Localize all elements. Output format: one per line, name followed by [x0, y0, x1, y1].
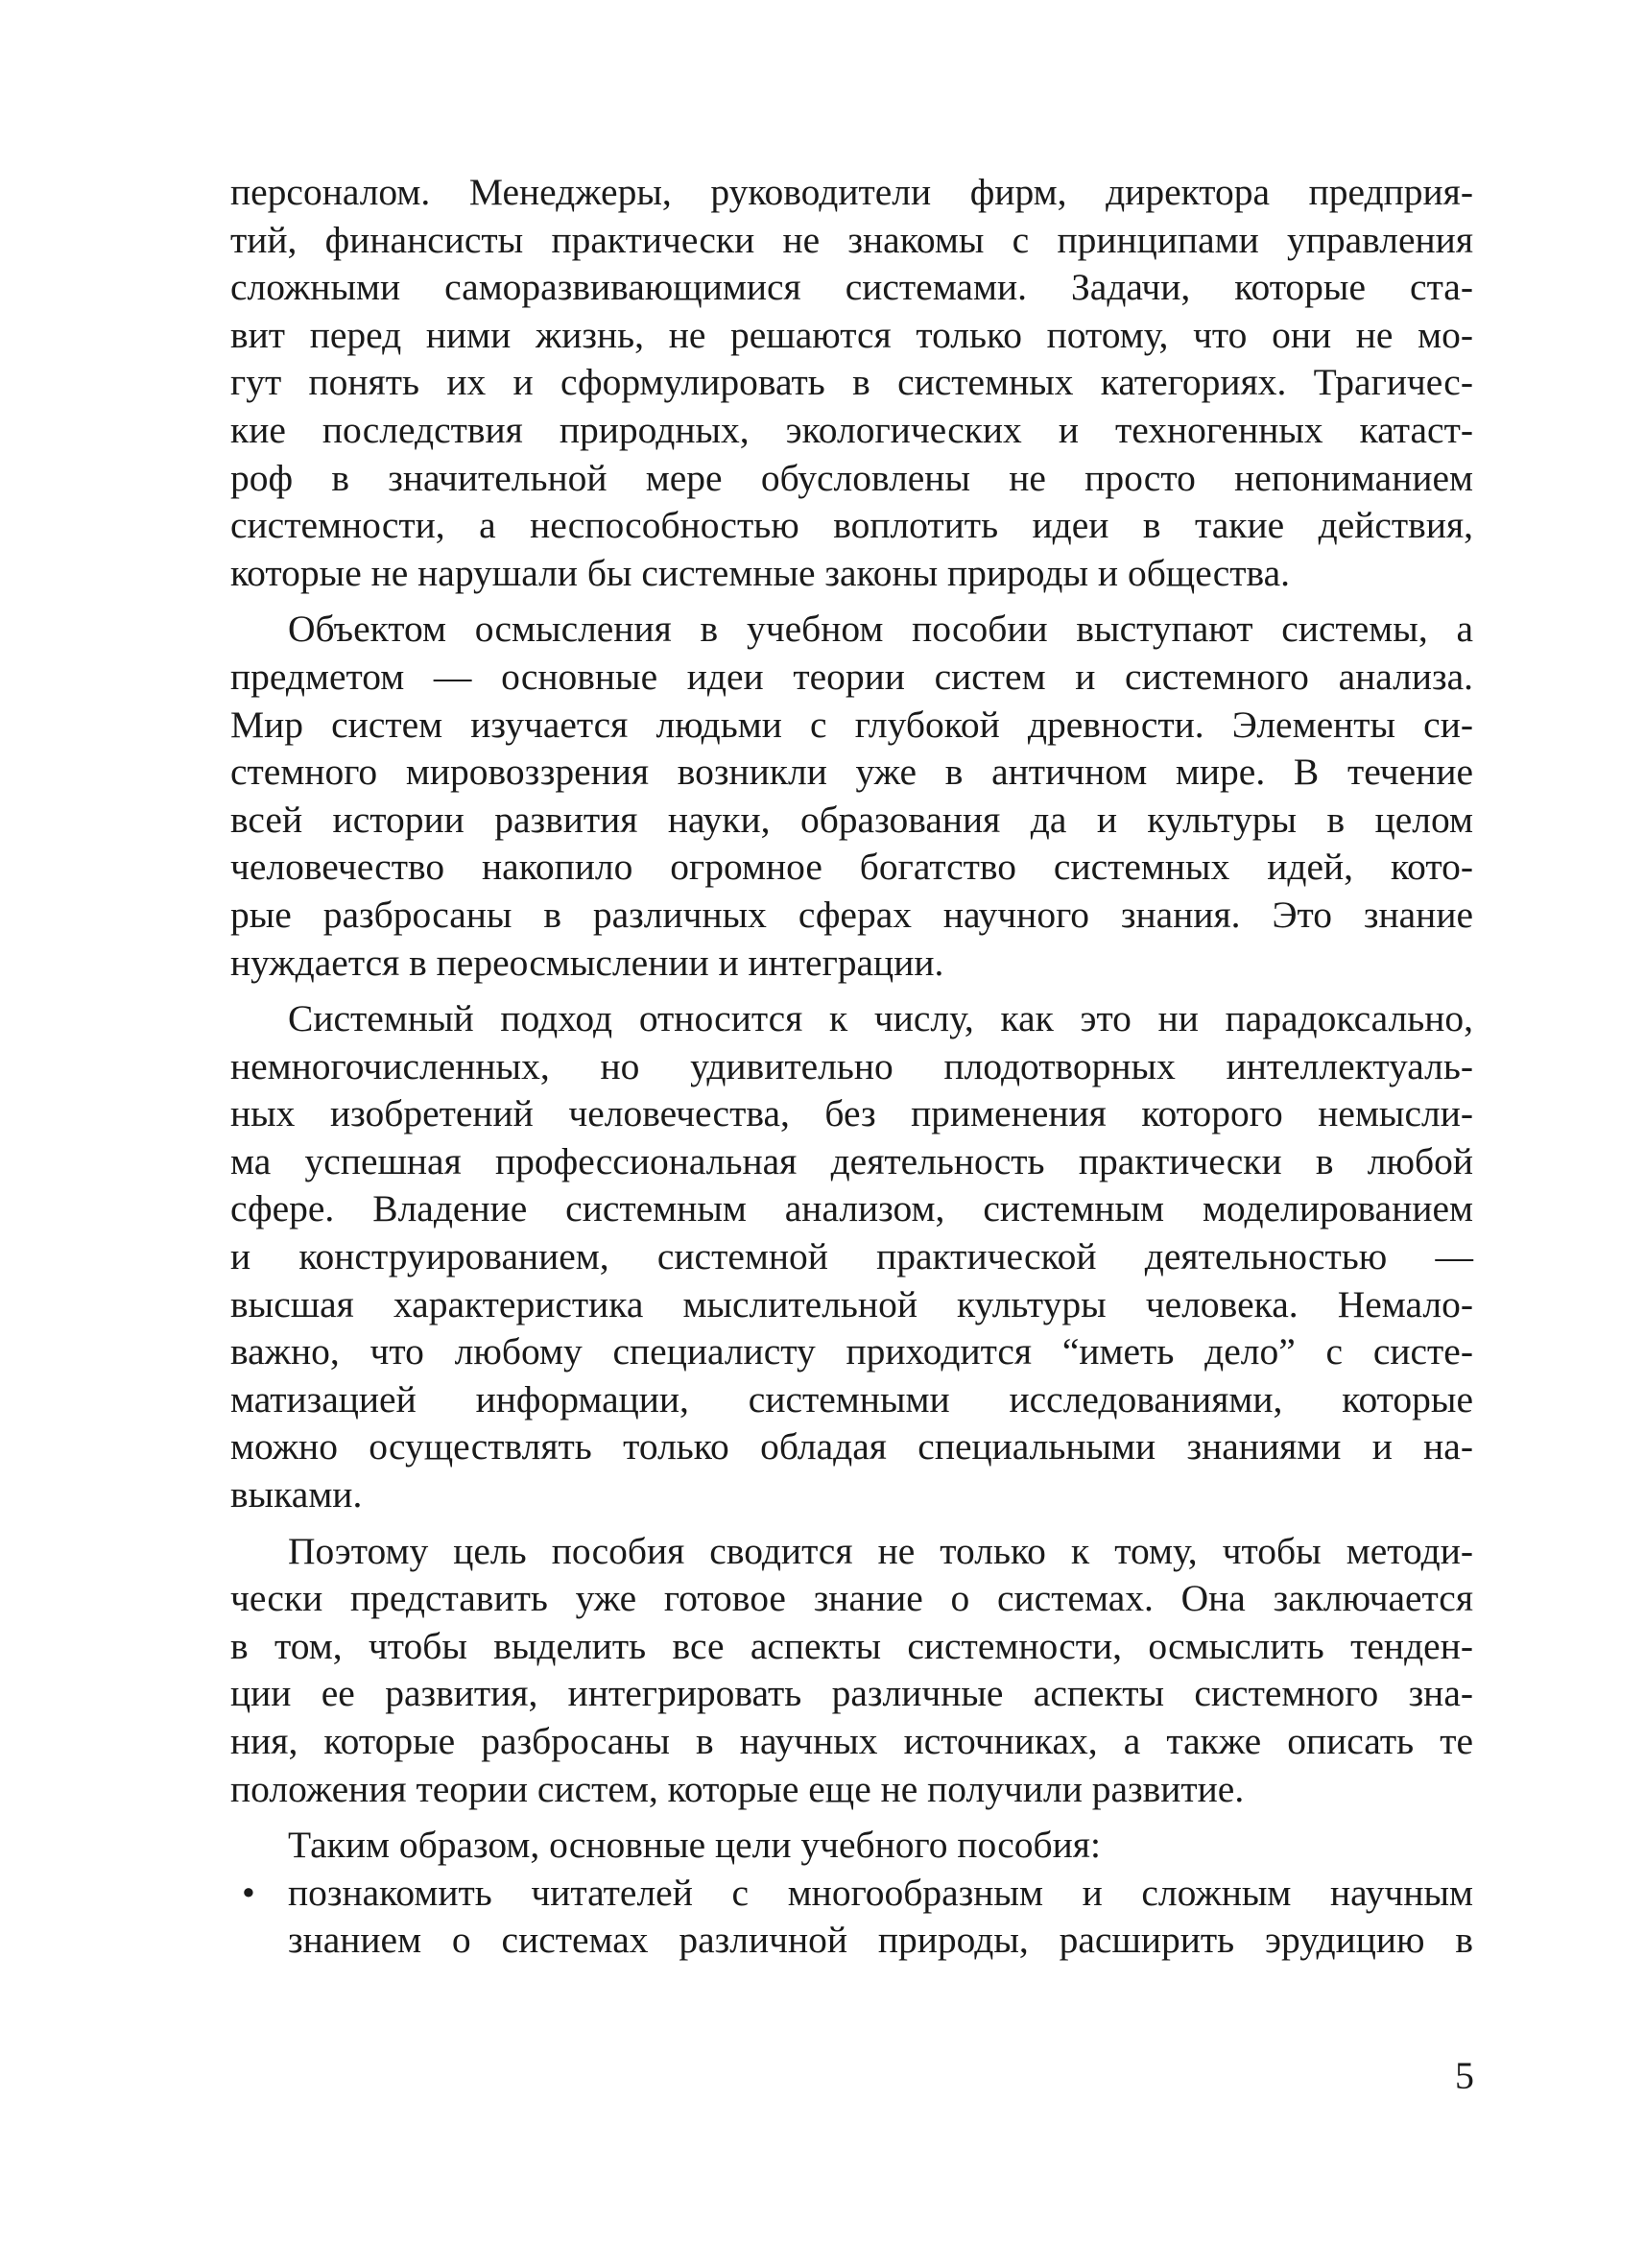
text-line: и конструированием, системной практической деятельностью — — [230, 1235, 1473, 1278]
text-line: ции ее развития, интегрировать различные аспекты системного зна- — [230, 1672, 1473, 1715]
text-line: ных изобретений человечества, без применения которого немысли- — [230, 1092, 1473, 1135]
text-line: Объектом осмысления в учебном пособии выступают системы, а — [288, 608, 1473, 651]
text-line: положения теории систем, которые еще не получили развитие. — [230, 1767, 1245, 1810]
text-line: важно, что любому специалисту приходится “иметь дело” с систе- — [230, 1330, 1473, 1373]
text-line: которые не нарушали бы системные законы природы и общества. — [230, 551, 1291, 594]
page-number: 5 — [1455, 2054, 1474, 2097]
bullet-item-line — [230, 1870, 1473, 1918]
bullet-item-line: знанием о системах различной природы, расширить эрудицию в — [288, 1919, 1473, 1962]
text-line: высшая характеристика мыслительной культуры человека. Немало- — [230, 1282, 1473, 1325]
text-line: в том, чтобы выделить все аспекты системности, осмыслить тенден- — [230, 1624, 1473, 1667]
text-line: предметом — основные идеи теории систем и системного анализа. — [230, 655, 1473, 698]
text-line: Таким образом, основные цели учебного пособия: — [288, 1824, 1101, 1867]
text-line: Мир систем изучается людьми с глубокой древности. Элементы си- — [230, 703, 1473, 746]
bullet-text: познакомить читателей с многообразным и сложным научным — [288, 1871, 1473, 1914]
text-line: выками. — [230, 1473, 363, 1516]
text-line: роф в значительной мере обусловлены не просто непониманием — [230, 456, 1473, 499]
text-line: человечество накопило огромное богатство системных идей, кото- — [230, 846, 1473, 889]
text-line: матизацией информации, системными исследованиями, которые — [230, 1377, 1473, 1420]
paragraph-2 — [230, 606, 1473, 987]
text-line: персоналом. Менеджеры, руководители фирм, директора предприя- — [230, 171, 1473, 213]
text-line: Системный подход относится к числу, как это ни парадоксально, — [288, 997, 1473, 1040]
text-line: системности, а неспособностью воплотить идеи в такие действия, — [230, 504, 1473, 547]
paragraph-5 — [230, 1822, 1473, 1870]
text-line: рые разбросаны в различных сферах научного знания. Это знание — [230, 893, 1473, 936]
text-line: ма успешная профессиональная деятельность практически в любой — [230, 1139, 1473, 1182]
text-line: ния, которые разбросаны в научных источниках, а также описать те — [230, 1720, 1473, 1762]
text-line: нуждается в переосмыслении и интеграции. — [230, 941, 944, 984]
text-line: сложными саморазвивающимися системами. Задачи, которые ста- — [230, 266, 1473, 309]
body-text — [230, 169, 1473, 1965]
paragraph-4 — [230, 1528, 1473, 1814]
text-line: стемного мировоззрения возникли уже в античном мире. В течение — [230, 751, 1473, 794]
text-line: можно осуществлять только обладая специальными знаниями и на- — [230, 1425, 1473, 1468]
text-line: чески представить уже готовое знание о системах. Она заключается — [230, 1577, 1473, 1620]
paragraph-1 — [230, 169, 1473, 597]
text-line: сфере. Владение системным анализом, системным моделированием — [230, 1187, 1473, 1230]
text-line: гут понять их и сформулировать в системных категориях. Трагичес- — [230, 361, 1473, 404]
text-line: кие последствия природных, экологических и техногенных катаст- — [230, 408, 1473, 451]
text-line: вит перед ними жизнь, не решаются только потому, что они не мо- — [230, 313, 1473, 356]
bullet-icon: • — [242, 1871, 255, 1914]
bullet-list — [230, 1870, 1473, 1965]
paragraph-3 — [230, 995, 1473, 1519]
text-line: тий, финансисты практически не знакомы с принципами управления — [230, 218, 1473, 261]
text-line: Поэтому цель пособия сводится не только к тому, чтобы методи- — [288, 1529, 1473, 1572]
text-line: всей истории развития науки, образования да и культуры в целом — [230, 798, 1473, 841]
text-line: немногочисленных, но удивительно плодотворных интеллектуаль- — [230, 1044, 1473, 1087]
